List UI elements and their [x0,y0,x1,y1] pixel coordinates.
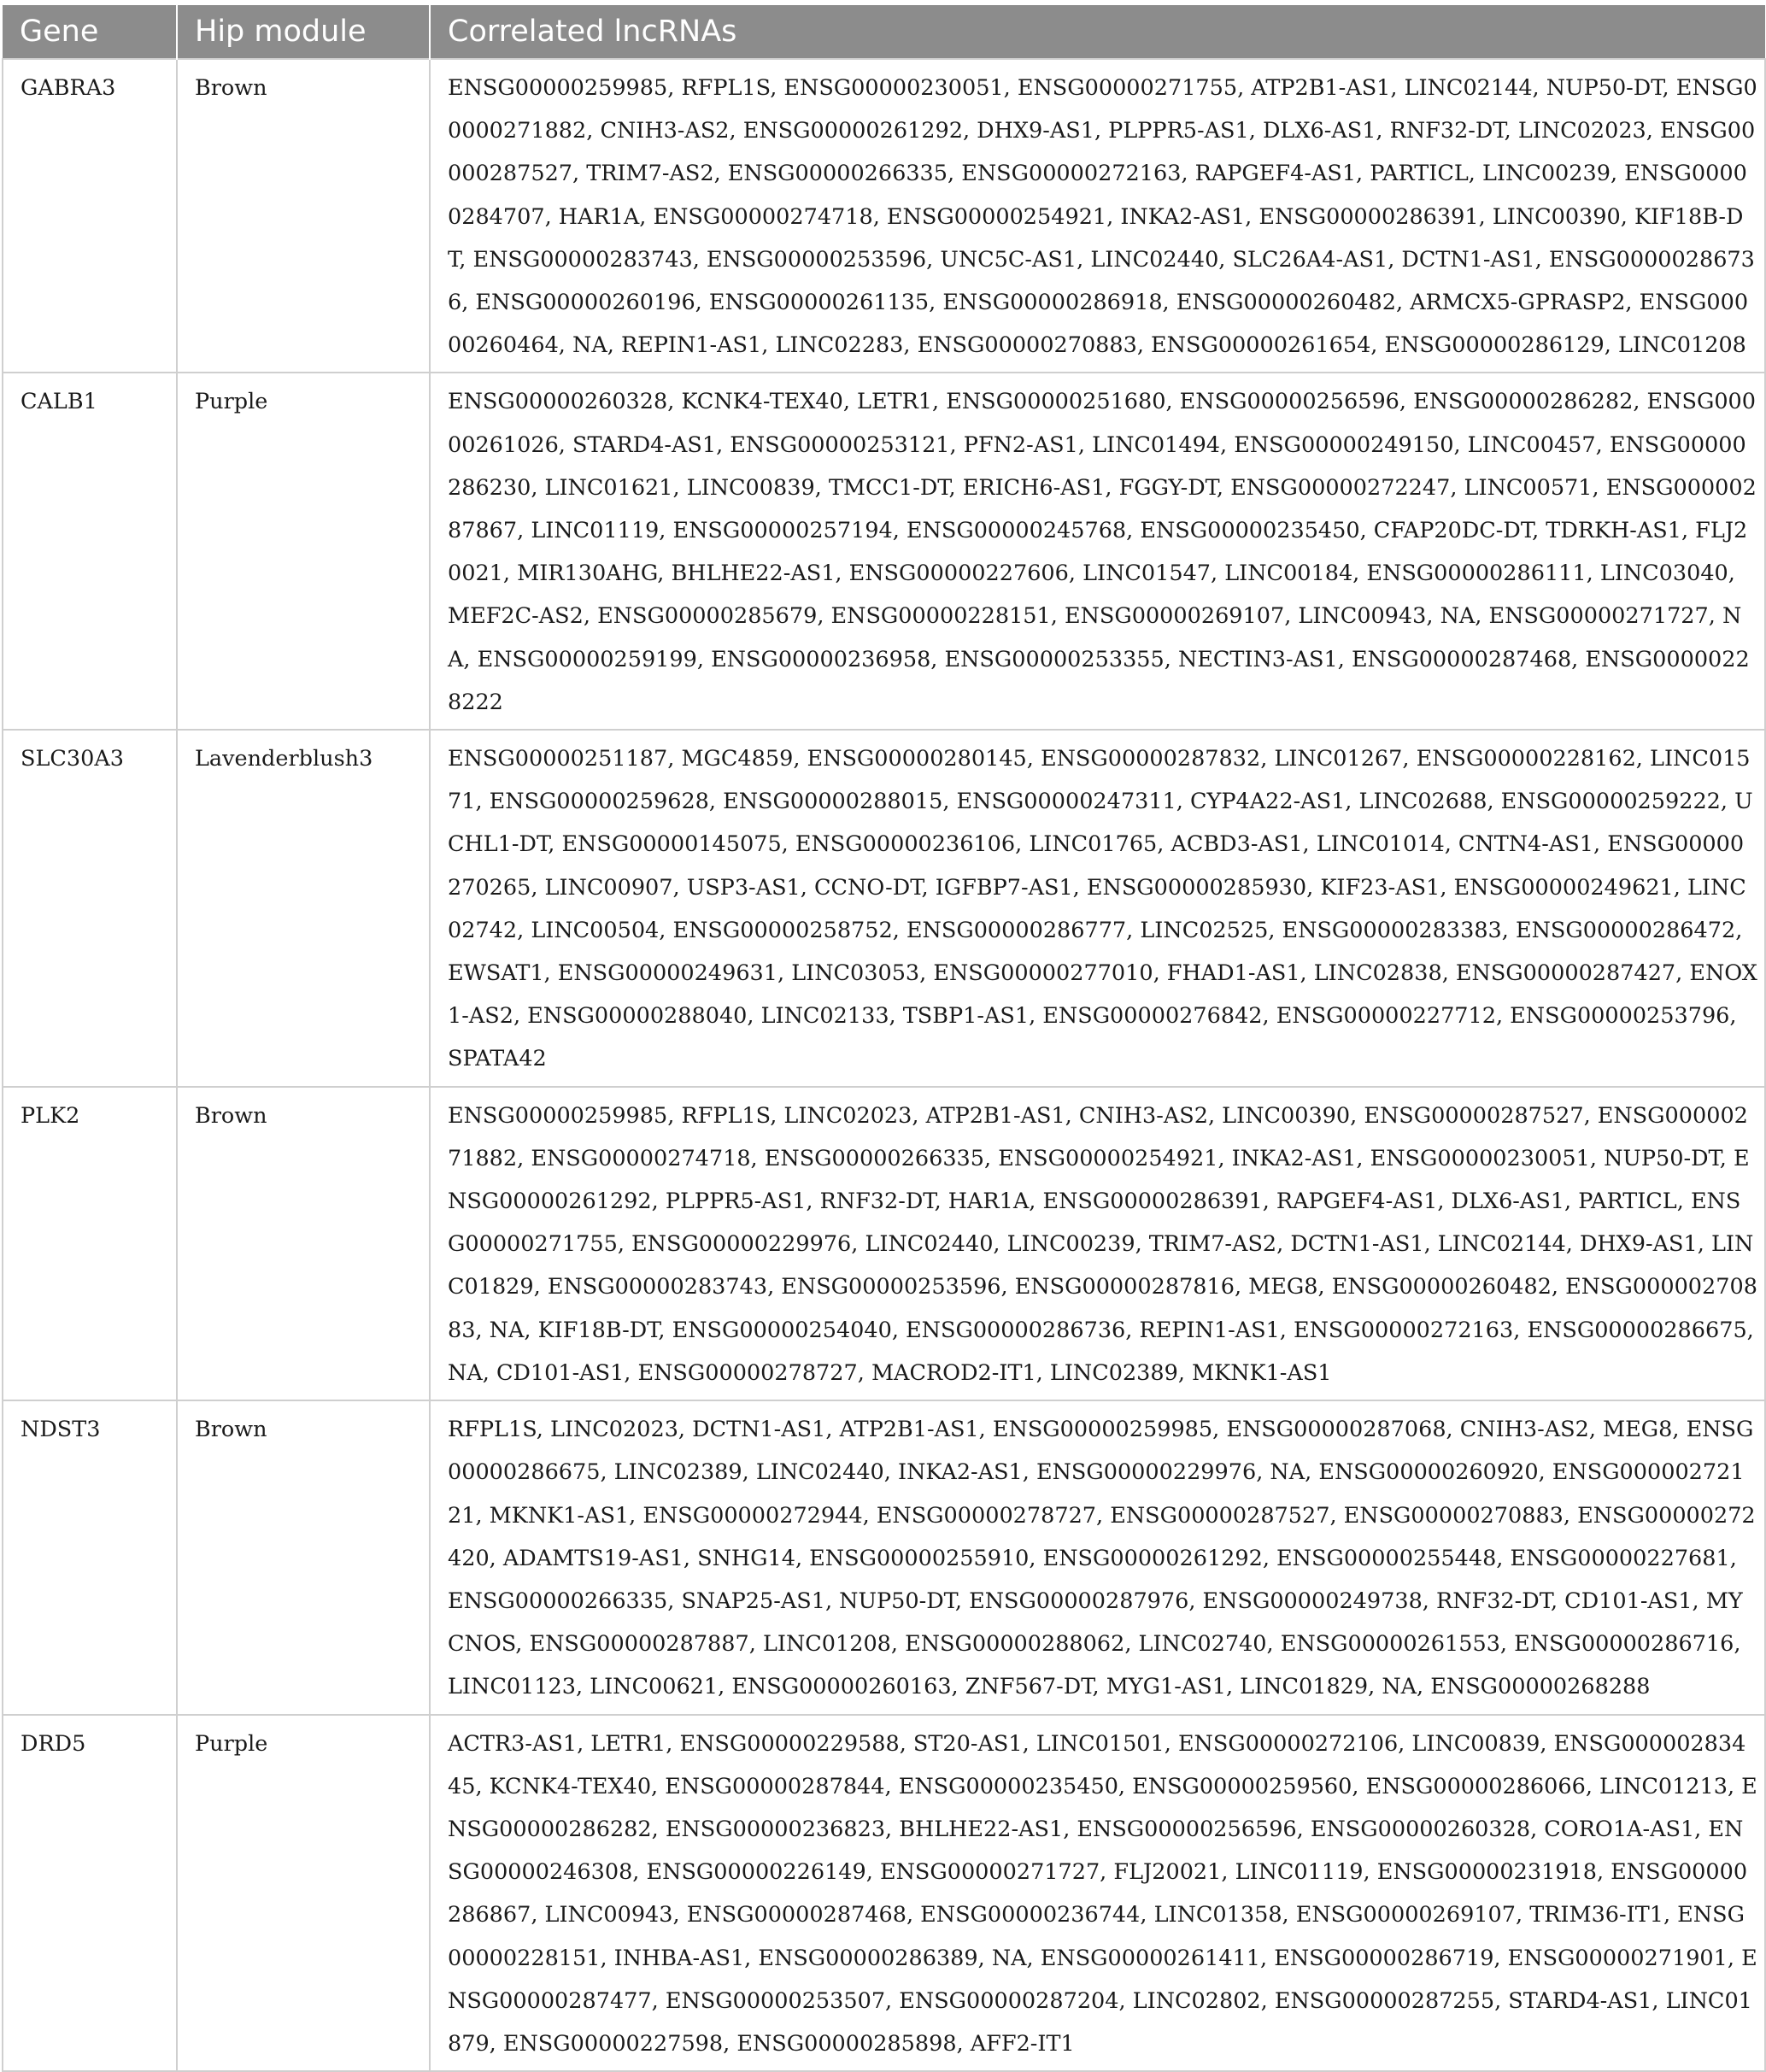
gene-cell: DRD5 [3,1715,177,2072]
table-row [3,373,1765,730]
table-row [3,730,1765,1087]
module-cell: Lavenderblush3 [177,730,430,1087]
gene-cell: GABRA3 [3,59,177,373]
lncrna-list-cell: RFPL1S, LINC02023, DCTN1-AS1, ATP2B1-AS1, ENSG00000259985, ENSG00000287068, CNIH3-AS2, MEG8, ENSG00000286675, LINC02389, LINC02440, INKA2-AS1, ENSG00000229976, NA, ENSG00000260920, ENSG00000272121, MKNK1-AS1, ENSG00000272944, ENSG00000278727, ENSG00000287527, ENSG00000270883, ENSG00000272420, ADAMTS19-AS1, SNHG14, ENSG00000255910, ENSG00000261292, ENSG00000255448, ENSG00000227681, ENSG00000266335, SNAP25-AS1, NUP50-DT, ENSG00000287976, ENSG00000249738, RNF32-DT, CD101-AS1, MYCNOS, ENSG00000287887, LINC01208, ENSG00000288062, LINC02740, ENSG00000261553, ENSG00000286716, LINC01123, LINC00621, ENSG00000260163, ZNF567-DT, MYG1-AS1, LINC01829, NA, ENSG00000268288 [430,1400,1765,1714]
gene-cell: SLC30A3 [3,730,177,1087]
table-row [3,1087,1765,1400]
table-header [3,5,1765,59]
module-cell: Brown [177,59,430,373]
gene-cell: PLK2 [3,1087,177,1400]
lncrna-list-cell: ENSG00000259985, RFPL1S, ENSG00000230051, ENSG00000271755, ATP2B1-AS1, LINC02144, NUP50-DT, ENSG00000271882, CNIH3-AS2, ENSG00000261292, DHX9-AS1, PLPPR5-AS1, DLX6-AS1, RNF32-DT, LINC02023, ENSG00000287527, TRIM7-AS2, ENSG00000266335, ENSG00000272163, RAPGEF4-AS1, PARTICL, LINC00239, ENSG00000284707, HAR1A, ENSG00000274718, ENSG00000254921, INKA2-AS1, ENSG00000286391, LINC00390, KIF18B-DT, ENSG00000283743, ENSG00000253596, UNC5C-AS1, LINC02440, SLC26A4-AS1, DCTN1-AS1, ENSG00000286736, ENSG00000260196, ENSG00000261135, ENSG00000286918, ENSG00000260482, ARMCX5-GPRASP2, ENSG00000260464, NA, REPIN1-AS1, LINC02283, ENSG00000270883, ENSG00000261654, ENSG00000286129, LINC01208 [430,59,1765,373]
lncrna-list-cell: ACTR3-AS1, LETR1, ENSG00000229588, ST20-AS1, LINC01501, ENSG00000272106, LINC00839, ENSG00000283445, KCNK4-TEX40, ENSG00000287844, ENSG00000235450, ENSG00000259560, ENSG00000286066, LINC01213, ENSG00000286282, ENSG00000236823, BHLHE22-AS1, ENSG00000256596, ENSG00000260328, CORO1A-AS1, ENSG00000246308, ENSG00000226149, ENSG00000271727, FLJ20021, LINC01119, ENSG00000231918, ENSG00000286867, LINC00943, ENSG00000287468, ENSG00000236744, LINC01358, ENSG00000269107, TRIM36-IT1, ENSG00000228151, INHBA-AS1, ENSG00000286389, NA, ENSG00000261411, ENSG00000286719, ENSG00000271901, ENSG00000287477, ENSG00000253507, ENSG00000287204, LINC02802, ENSG00000287255, STARD4-AS1, LINC01879, ENSG00000227598, ENSG00000285898, AFF2-IT1 [430,1715,1765,2072]
header-row [3,5,1765,59]
lncrna-list-cell: ENSG00000251187, MGC4859, ENSG00000280145, ENSG00000287832, LINC01267, ENSG00000228162, LINC01571, ENSG00000259628, ENSG00000288015, ENSG00000247311, CYP4A22-AS1, LINC02688, ENSG00000259222, UCHL1-DT, ENSG00000145075, ENSG00000236106, LINC01765, ACBD3-AS1, LINC01014, CNTN4-AS1, ENSG00000270265, LINC00907, USP3-AS1, CCNO-DT, IGFBP7-AS1, ENSG00000285930, KIF23-AS1, ENSG00000249621, LINC02742, LINC00504, ENSG00000258752, ENSG00000286777, LINC02525, ENSG00000283383, ENSG00000286472, EWSAT1, ENSG00000249631, LINC03053, ENSG00000277010, FHAD1-AS1, LINC02838, ENSG00000287427, ENOX1-AS2, ENSG00000288040, LINC02133, TSBP1-AS1, ENSG00000276842, ENSG00000227712, ENSG00000253796, SPATA42 [430,730,1765,1087]
header-hip-module: Hip module [177,5,430,59]
gene-cell: NDST3 [3,1400,177,1714]
lncrna-list-cell: ENSG00000260328, KCNK4-TEX40, LETR1, ENSG00000251680, ENSG00000256596, ENSG00000286282, ENSG00000261026, STARD4-AS1, ENSG00000253121, PFN2-AS1, LINC01494, ENSG00000249150, LINC00457, ENSG00000286230, LINC01621, LINC00839, TMCC1-DT, ERICH6-AS1, FGGY-DT, ENSG00000272247, LINC00571, ENSG00000287867, LINC01119, ENSG00000257194, ENSG00000245768, ENSG00000235450, CFAP20DC-DT, TDRKH-AS1, FLJ20021, MIR130AHG, BHLHE22-AS1, ENSG00000227606, LINC01547, LINC00184, ENSG00000286111, LINC03040, MEF2C-AS2, ENSG00000285679, ENSG00000228151, ENSG00000269107, LINC00943, NA, ENSG00000271727, NA, ENSG00000259199, ENSG00000236958, ENSG00000253355, NECTIN3-AS1, ENSG00000287468, ENSG00000228222 [430,373,1765,730]
module-cell: Brown [177,1400,430,1714]
module-cell: Purple [177,1715,430,2072]
gene-cell: CALB1 [3,373,177,730]
module-cell: Brown [177,1087,430,1400]
table-row [3,1400,1765,1714]
module-cell: Purple [177,373,430,730]
table-row [3,59,1765,373]
lncrna-list-cell: ENSG00000259985, RFPL1S, LINC02023, ATP2B1-AS1, CNIH3-AS2, LINC00390, ENSG00000287527, ENSG00000271882, ENSG00000274718, ENSG00000266335, ENSG00000254921, INKA2-AS1, ENSG00000230051, NUP50-DT, ENSG00000261292, PLPPR5-AS1, RNF32-DT, HAR1A, ENSG00000286391, RAPGEF4-AS1, DLX6-AS1, PARTICL, ENSG00000271755, ENSG00000229976, LINC02440, LINC00239, TRIM7-AS2, DCTN1-AS1, LINC02144, DHX9-AS1, LINC01829, ENSG00000283743, ENSG00000253596, ENSG00000287816, MEG8, ENSG00000260482, ENSG00000270883, NA, KIF18B-DT, ENSG00000254040, ENSG00000286736, REPIN1-AS1, ENSG00000272163, ENSG00000286675, NA, CD101-AS1, ENSG00000278727, MACROD2-IT1, LINC02389, MKNK1-AS1 [430,1087,1765,1400]
header-correlated-lncrnas: Correlated lncRNAs [430,5,1765,59]
header-gene: Gene [3,5,177,59]
table-row [3,1715,1765,2072]
lncrna-correlation-table [2,5,1766,2072]
table-body [3,59,1765,2071]
